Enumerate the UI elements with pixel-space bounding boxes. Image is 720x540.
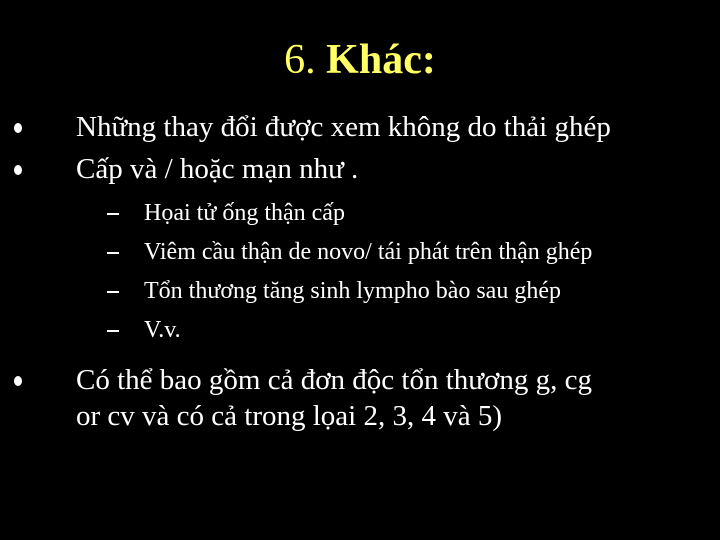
dash-icon bbox=[107, 330, 119, 332]
sub-bullet-text: V.v. bbox=[144, 317, 181, 343]
title-text: Khác: bbox=[326, 37, 436, 83]
slide-title bbox=[0, 34, 720, 86]
dash-icon bbox=[107, 213, 119, 215]
sub-bullet-item bbox=[144, 277, 561, 305]
sub-bullet-item bbox=[144, 238, 592, 266]
bullet-text-line1: Có thể bao gồm cả đơn độc tổn thương g, cg bbox=[76, 364, 592, 396]
sub-bullet-text: Họai tử ống thận cấp bbox=[144, 200, 345, 226]
bullet-dot-icon bbox=[14, 376, 22, 386]
sub-bullet-item bbox=[144, 316, 181, 344]
dash-icon bbox=[107, 252, 119, 254]
bullet-continuation bbox=[76, 399, 502, 433]
bullet-item bbox=[76, 152, 358, 186]
dash-icon bbox=[107, 291, 119, 293]
sub-bullet-text: Tổn thương tăng sinh lympho bào sau ghép bbox=[144, 278, 561, 304]
bullet-item bbox=[76, 363, 592, 397]
bullet-text: Cấp và / hoặc mạn như . bbox=[76, 153, 359, 185]
title-number: 6. bbox=[284, 37, 316, 83]
bullet-dot-icon bbox=[14, 123, 22, 133]
bullet-text-line2: or cv và có cả trong lọai 2, 3, 4 và 5) bbox=[76, 400, 502, 432]
bullet-dot-icon bbox=[14, 165, 22, 175]
bullet-text: Những thay đổi được xem không do thải ghép bbox=[76, 111, 611, 143]
sub-bullet-text: Viêm cầu thận de novo/ tái phát trên thận ghép bbox=[144, 239, 593, 265]
bullet-item bbox=[76, 110, 611, 144]
sub-bullet-item bbox=[144, 199, 345, 227]
